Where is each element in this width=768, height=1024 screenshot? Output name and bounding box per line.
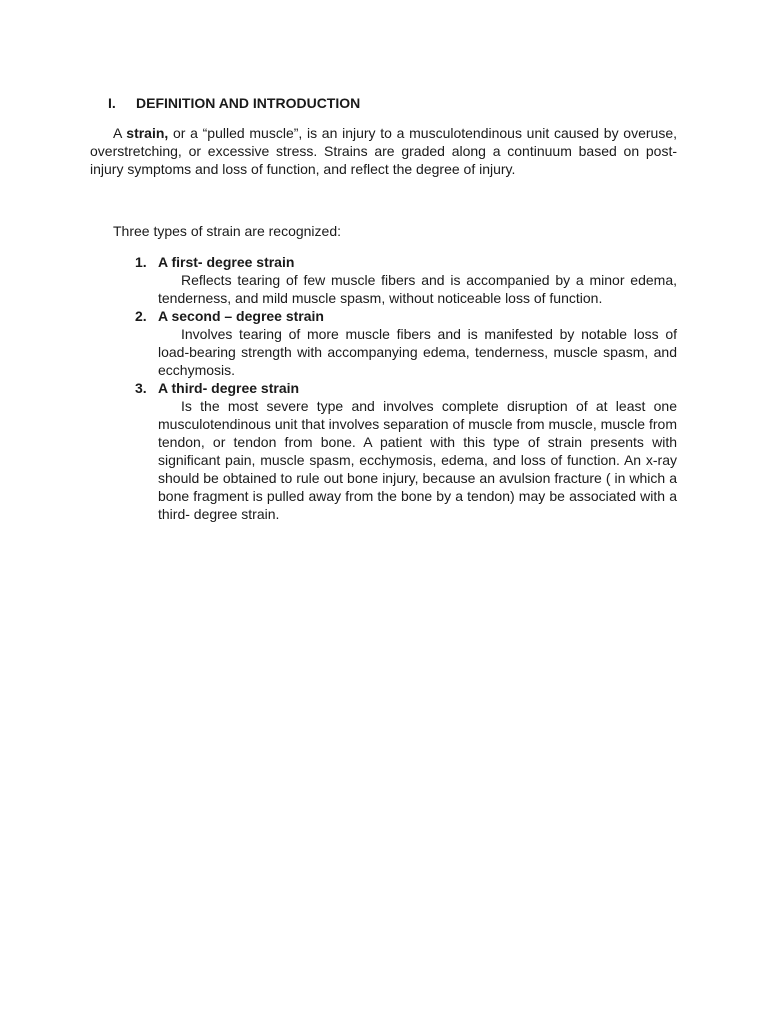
list-item-body [158, 253, 677, 307]
intro-prefix: A [113, 125, 127, 141]
list-item [135, 307, 677, 379]
list-item-number: 2. [135, 308, 147, 324]
list-item-description: Reflects tearing of few muscle fibers and is accompanied by a minor edema, tenderness, and mild muscle spasm, without noticeable loss of function. [158, 272, 677, 306]
list-item-title: A second – degree strain [158, 308, 324, 324]
list-item-title: A first- degree strain [158, 254, 295, 270]
types-lead-sentence: Three types of strain are recognized: [113, 223, 342, 239]
intro-paragraph [90, 124, 677, 178]
list-item [135, 379, 677, 523]
intro-term: strain, [126, 125, 169, 141]
strain-types-list [135, 253, 677, 523]
section-title: DEFINITION AND INTRODUCTION [136, 95, 361, 111]
list-item-number: 3. [135, 380, 147, 396]
list-item-description: Is the most severe type and involves complete disruption of at least one musculotendinous unit that involves separation of muscle from muscle, muscle from tendon, or tendon from bone. A patient with this type of strain presents with significant pain, muscle spasm, ecchymosis, edema, and loss of function. An x-ray should be obtained to rule out bone injury, because an avulsion fracture ( in which a bone fragment is pulled away from the bone by a tendon) may be associated with a third- degree strain. [158, 398, 677, 522]
list-item-title: A third- degree strain [158, 380, 300, 396]
list-item-description: Involves tearing of more muscle fibers and is manifested by notable loss of load-bearing strength with accompanying edema, tenderness, muscle spasm, and ecchymosis. [158, 326, 677, 378]
intro-text: or a “pulled muscle”, is an injury to a musculotendinous unit caused by overuse, overstretching, or excessive stress. Strains are graded along a continuum based on post- injury symptoms and loss of function, and reflect the degree of injury. [90, 125, 677, 177]
list-item-number: 1. [135, 254, 147, 270]
section-heading [108, 94, 360, 112]
section-number: I. [108, 95, 116, 111]
list-item-body [158, 379, 677, 523]
list-item-body [158, 307, 677, 379]
list-item [135, 253, 677, 307]
